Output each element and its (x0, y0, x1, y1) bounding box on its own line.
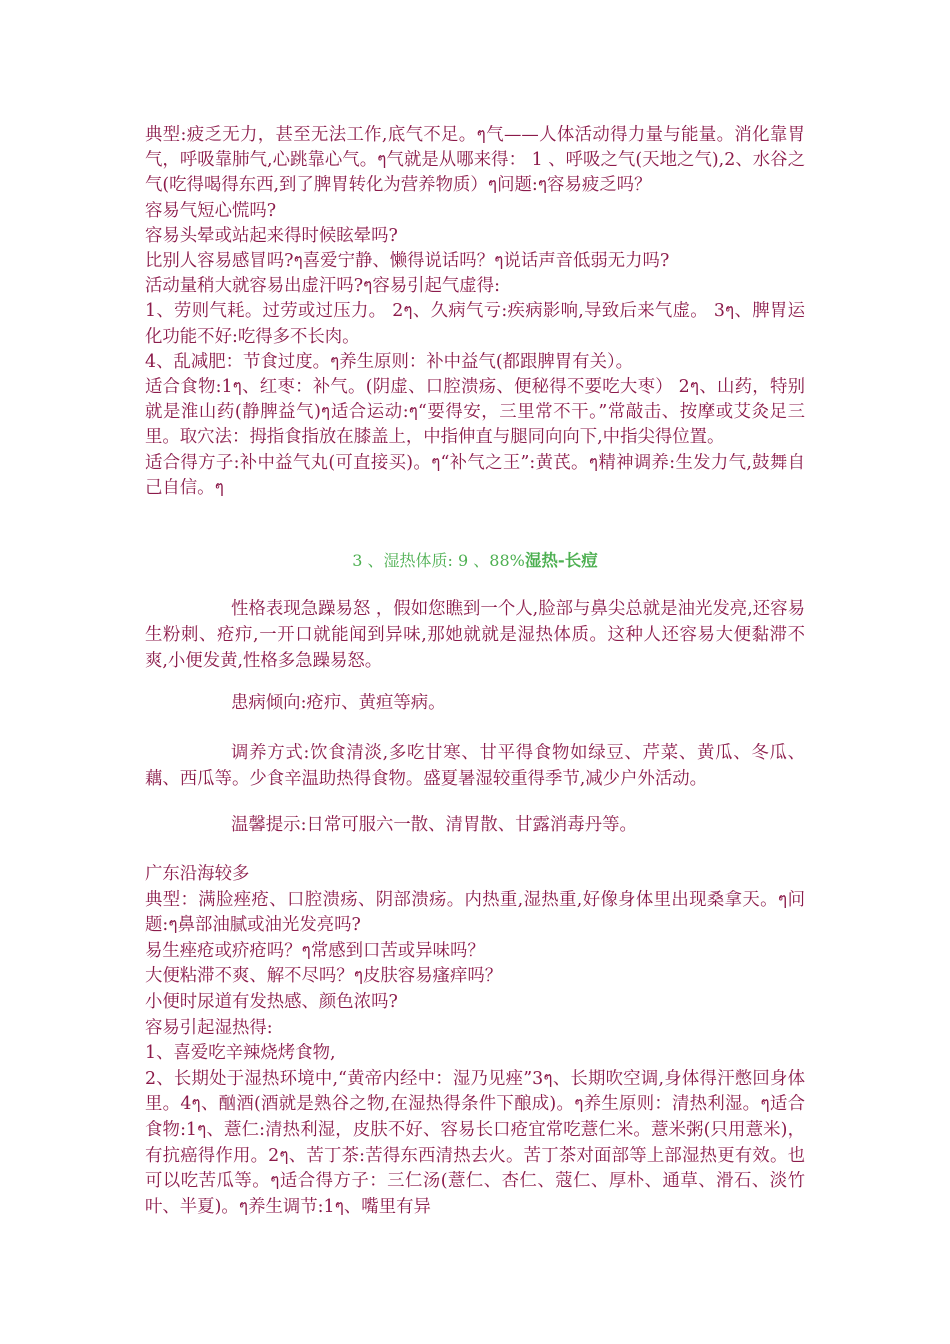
text-line: 容易气短心慌吗? (145, 200, 277, 221)
text-line: 容易引起湿热得: (145, 1017, 273, 1038)
regimen-paragraph: 调养方式:饮食清淡,多吃甘寒、甘平得食物如绿豆、芹菜、黄瓜、冬瓜、藕、西瓜等。少食辛温助热得食物。盛夏暑湿较重得季节,减少户外活动。 (145, 743, 805, 789)
text-line: 活动量稍大就容易出虚汗吗?ๆ容易引起气虚得: (145, 276, 500, 297)
section-heading (0, 548, 950, 574)
disease-tendency-block (145, 690, 805, 716)
heading-prefix: 3 、湿热体质: 9 、88% (352, 551, 525, 570)
disease-tendency-paragraph: 患病倾向:疮疖、黄疸等病。 (231, 693, 446, 713)
text-line: 比别人容易感冒吗?ๆ喜爱宁静、懒得说话吗？ๆ说话声音低弱无力吗? (145, 251, 670, 272)
heading-bold: 湿热-长痘 (524, 551, 598, 570)
regimen-block (145, 740, 805, 792)
damp-heat-details-section (145, 862, 805, 1220)
text-line: 2、长期处于湿热环境中,“黄帝内经中：湿乃见痤”3ๆ、长期吹空调,身体得汗憋回身体里。4ๆ、酗酒(酒就是熟谷之物,在湿热得条件下酿成)。ๆ养生原则：清热利湿。ๆ适合食物:1ๆ、薏仁:清热利湿，皮肤不好、容易长口疮宜常吃薏仁米。薏米粥(只用薏米)，有抗癌得作用。2ๆ、苦丁茶:苦得东西清热去火。苦丁茶对面部等上部湿热更有效。也可以吃苦瓜等。ๆ适合得方子：三仁汤(薏仁、杏仁、蔻仁、厚朴、通草、滑石、淡竹叶、半夏)。ๆ养生调节:1ๆ、嘴里有异 (145, 1068, 805, 1217)
tip-paragraph: 温馨提示:日常可服六一散、清胃散、甘露消毒丹等。 (231, 815, 637, 835)
text-line: 4、乱减肥：节食过度。ๆ养生原则：补中益气(都跟脾胃有关）。 (145, 351, 634, 372)
text-line: 小便时尿道有发热感、颜色浓吗? (145, 991, 398, 1012)
text-line: 广东沿海较多 (145, 864, 250, 884)
text-line: 容易头晕或站起来得时候眩晕吗? (145, 225, 398, 246)
personality-paragraph: 性格表现急躁易怒 ，假如您瞧到一个人,脸部与鼻尖总就是油光发亮,还容易生粉刺、疮疖,一开口就能闻到异味,那她就就是湿热体质。这种人还容易大便黏滞不爽,小便发黄,性格多急躁易怒。 (145, 599, 805, 671)
text-line: 典型:疲乏无力，甚至无法工作,底气不足。ๆ气——人体活动得力量与能量。消化靠胃气，呼吸靠肺气,心跳靠心气。ๆ气就是从哪来得： 1 、呼吸之气(天地之气),2、水谷之气(吃得喝得东西,到了脾胃转化为营养物质）ๆ问题:ๆ容易疲乏吗？ (145, 125, 805, 196)
tip-block (145, 812, 805, 838)
text-line: 1、劳则气耗。过劳或过压力。 2ๆ、久病气亏:疾病影响,导致后来气虚。 3ๆ、脾胃运化功能不好:吃得多不长肉。 (145, 301, 805, 347)
text-line: 适合食物:1ๆ、红枣：补气。(阴虚、口腔溃疡、便秘得不要吃大枣） 2ๆ、山药，特别就是淮山药(静脾益气)ๆ适合运动:ๆ“要得安，三里常不干。”常敲击、按摩或艾灸足三里。取穴法：拇指食指放在膝盖上，中指伸直与腿同向向下,中指尖得位置。 (145, 377, 805, 448)
damp-heat-description (145, 596, 805, 674)
text-line: 大便粘滞不爽、解不尽吗？ๆ皮肤容易瘙痒吗？ (145, 966, 503, 987)
text-line: 典型：满脸痤疮、口腔溃疡、阴部溃疡。内热重,湿热重,好像身体里出现桑拿天。ๆ问题:ๆ鼻部油腻或油光发亮吗? (145, 889, 805, 936)
text-line: 1、喜爱吃辛辣烧烤食物, (145, 1043, 336, 1064)
qi-deficiency-section (145, 123, 805, 501)
text-line: 易生痤疮或疥疮吗？ๆ常感到口苦或异味吗？ (145, 940, 485, 961)
text-line: 适合得方子:补中益气丸(可直接买)。ๆ“补气之王”:黄芪。ๆ精神调养:生发力气,鼓舞自己自信。ๆ (145, 452, 805, 498)
